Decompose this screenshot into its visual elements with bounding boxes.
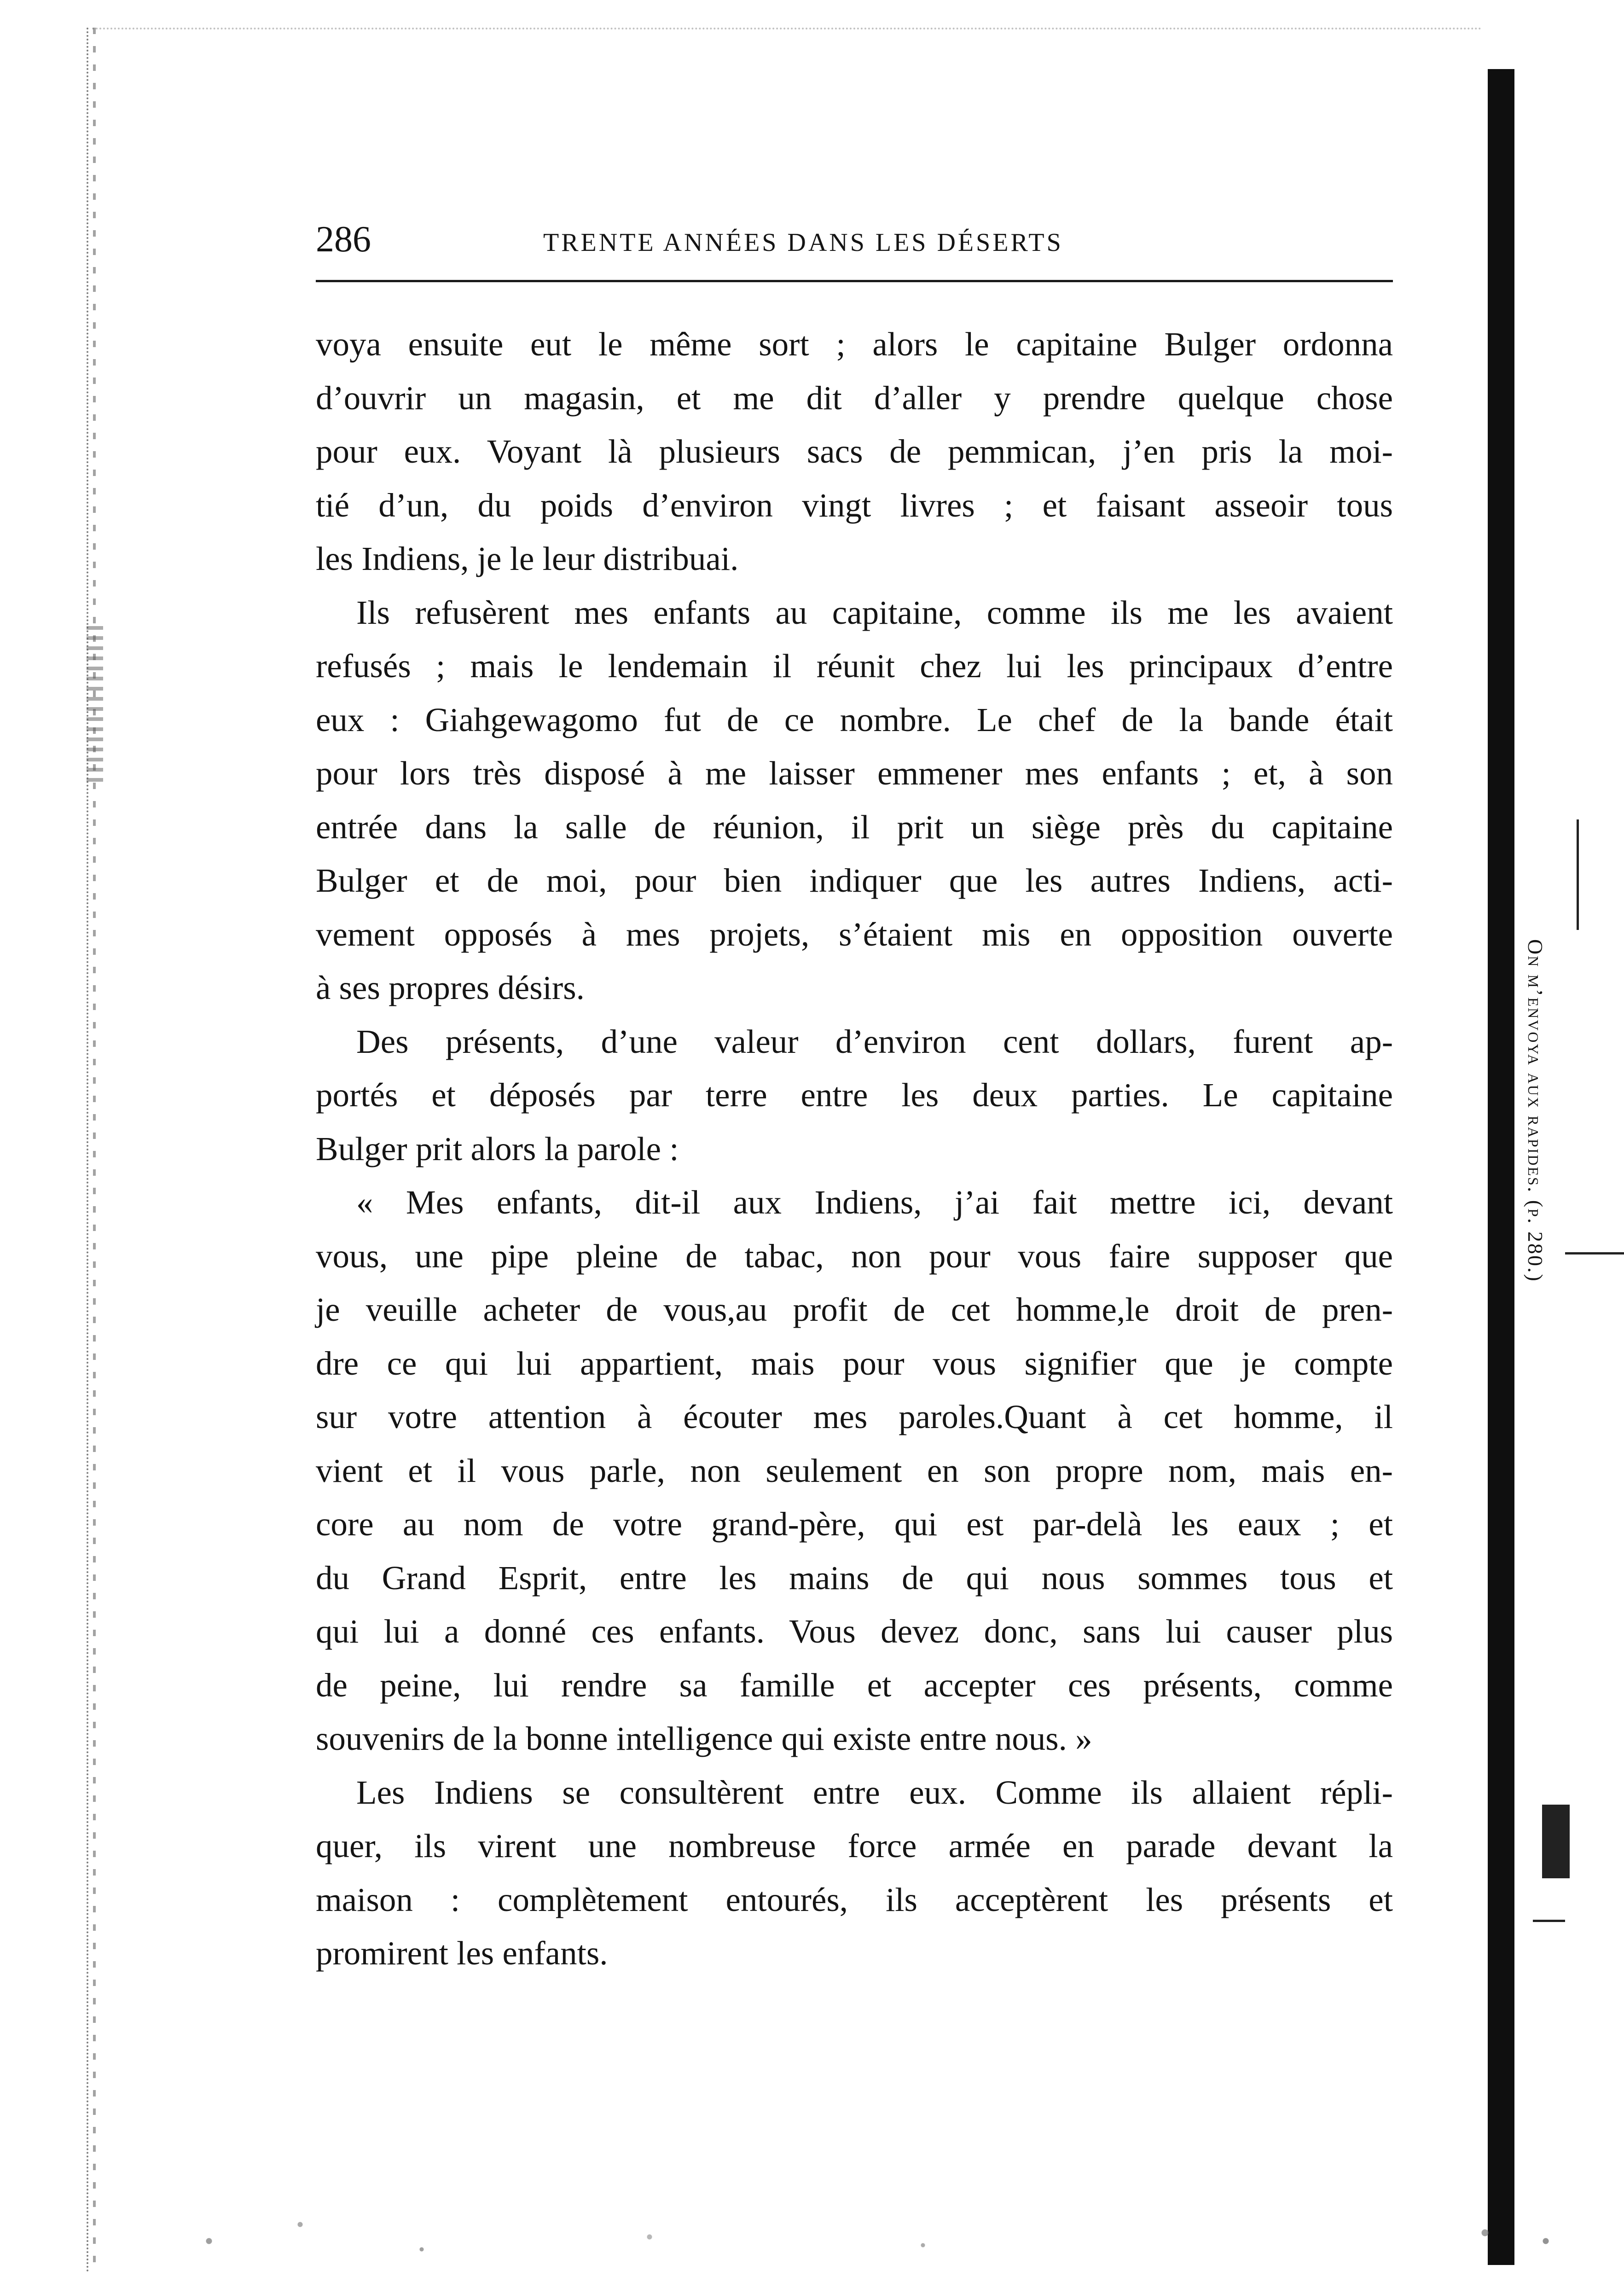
margin-mark bbox=[1565, 1252, 1624, 1254]
text-line: qui lui a donné ces enfants. Vous devez donc, sans lui causer plus bbox=[316, 1613, 1393, 1650]
plate-caption-text: On m’envoya aux rapides. (p. 280.) bbox=[1524, 939, 1547, 1283]
text-line: pour lors très disposé à me laisser emmener mes enfants ; et, à son bbox=[316, 755, 1393, 792]
text-line: d’ouvrir un magasin, et me dit d’aller y prendre quelque chose bbox=[316, 379, 1393, 417]
text-line: sur votre attention à écouter mes paroles.Quant à cet homme, il bbox=[316, 1398, 1393, 1435]
text-line: dre ce qui lui appartient, mais pour vous signifier que je compte bbox=[316, 1344, 1393, 1382]
text-line: promirent les enfants. bbox=[316, 1934, 608, 1972]
scan-noise-bottom bbox=[87, 2191, 1607, 2274]
text-line: je veuille acheter de vous,au profit de cet homme,le droit de pren- bbox=[316, 1291, 1393, 1328]
text-line: « Mes enfants, dit-il aux Indiens, j’ai fait mettre ici, devant bbox=[356, 1184, 1393, 1221]
text-line: vement opposés à mes projets, s’étaient mis en opposition ouverte bbox=[316, 915, 1393, 953]
text-line: Ils refusèrent mes enfants au capitaine, comme ils me les avaient bbox=[356, 593, 1393, 631]
plate-edge-bar bbox=[1488, 69, 1514, 2265]
text-line: core au nom de votre grand-père, qui est par-delà les eaux ; et bbox=[316, 1505, 1393, 1543]
scan-binding-edge bbox=[87, 28, 107, 2274]
text-line: du Grand Esprit, entre les mains de qui nous sommes tous et bbox=[316, 1559, 1393, 1597]
plate-caption bbox=[1521, 939, 1549, 1455]
text-line: Les Indiens se consultèrent entre eux. Comme ils allaient répli- bbox=[356, 1773, 1393, 1811]
text-line: pour eux. Voyant là plusieurs sacs de pemmican, j’en pris la moi- bbox=[316, 433, 1393, 470]
text-line: eux : Giahgewagomo fut de ce nombre. Le chef de la bande était bbox=[316, 701, 1393, 738]
text-line: Bulger prit alors la parole : bbox=[316, 1130, 679, 1167]
page-header bbox=[316, 216, 1393, 267]
text-line: quer, ils virent une nombreuse force armée en parade devant la bbox=[316, 1827, 1393, 1864]
text-line: Bulger et de moi, pour bien indiquer que les autres Indiens, acti- bbox=[316, 862, 1393, 899]
text-line: de peine, lui rendre sa famille et accepter ces présents, comme bbox=[316, 1666, 1393, 1704]
body-text bbox=[316, 318, 1393, 1980]
text-line: tié d’un, du poids d’environ vingt livres ; et faisant asseoir tous bbox=[316, 486, 1393, 524]
text-line: voya ensuite eut le même sort ; alors le capitaine Bulger ordonna bbox=[316, 325, 1393, 363]
text-line: maison : complètement entourés, ils acceptèrent les présents et bbox=[316, 1881, 1393, 1918]
margin-mark bbox=[1577, 819, 1579, 930]
running-head: TRENTE ANNÉES DANS LES DÉSERTS bbox=[543, 228, 1063, 257]
header-rule bbox=[316, 280, 1393, 282]
text-line: à ses propres désirs. bbox=[316, 969, 585, 1006]
text-line: souvenirs de la bonne intelligence qui existe entre nous. » bbox=[316, 1720, 1092, 1757]
text-line: vous, une pipe pleine de tabac, non pour vous faire supposer que bbox=[316, 1237, 1393, 1275]
text-line: portés et déposés par terre entre les deux parties. Le capitaine bbox=[316, 1076, 1393, 1114]
text-line: entrée dans la salle de réunion, il prit un siège près du capitaine bbox=[316, 808, 1393, 846]
page-number: 286 bbox=[316, 219, 371, 260]
text-line: refusés ; mais le lendemain il réunit chez lui les principaux d’entre bbox=[316, 647, 1393, 685]
margin-mark bbox=[1533, 1920, 1565, 1922]
text-line: Des présents, d’une valeur d’environ cent dollars, furent ap- bbox=[356, 1022, 1393, 1060]
scan-edge-top bbox=[92, 28, 1482, 32]
text-line: vient et il vous parle, non seulement en son propre nom, mais en- bbox=[316, 1452, 1393, 1489]
text-line: les Indiens, je le leur distribuai. bbox=[316, 540, 739, 577]
margin-mark bbox=[1542, 1805, 1570, 1878]
